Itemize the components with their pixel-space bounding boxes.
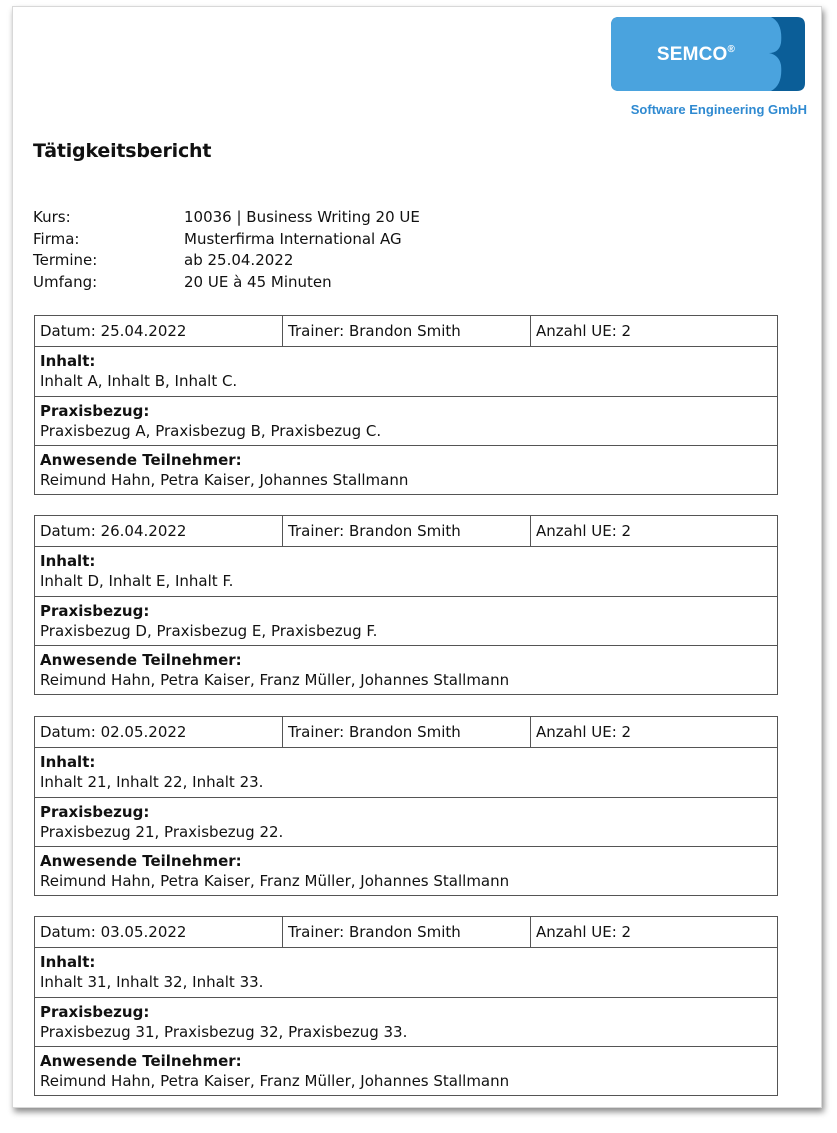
inhalt-section — [35, 347, 777, 396]
inhalt-label: Inhalt: — [40, 352, 96, 370]
session-trainer: Trainer: Brandon Smith — [283, 717, 531, 747]
inhalt-text: Inhalt 31, Inhalt 32, Inhalt 33. — [40, 973, 264, 991]
logo-tagline: Software Engineering GmbH — [630, 102, 807, 117]
teilnehmer-section — [35, 445, 777, 494]
session-trainer: Trainer: Brandon Smith — [283, 917, 531, 947]
session-header — [35, 917, 777, 948]
teilnehmer-text: Reimund Hahn, Petra Kaiser, Franz Müller, Johannes Stallmann — [40, 1072, 510, 1090]
teilnehmer-section — [35, 846, 777, 895]
session-trainer: Trainer: Brandon Smith — [283, 516, 531, 546]
session-entry — [34, 916, 778, 1096]
praxisbezug-text: Praxisbezug D, Praxisbezug E, Praxisbezug F. — [40, 622, 378, 640]
praxisbezug-section — [35, 997, 777, 1046]
logo-wordmark: SEMCO® — [656, 44, 736, 65]
meta-row-firma — [33, 229, 420, 251]
praxisbezug-label: Praxisbezug: — [40, 1003, 150, 1021]
session-trainer: Trainer: Brandon Smith — [283, 316, 531, 346]
course-meta — [33, 207, 420, 293]
praxisbezug-label: Praxisbezug: — [40, 803, 150, 821]
inhalt-section — [35, 547, 777, 596]
session-date: Datum: 25.04.2022 — [35, 316, 283, 346]
inhalt-section — [35, 748, 777, 797]
inhalt-text: Inhalt A, Inhalt B, Inhalt C. — [40, 372, 238, 390]
firma-value: Musterfirma International AG — [184, 229, 402, 248]
teilnehmer-text: Reimund Hahn, Petra Kaiser, Franz Müller, Johannes Stallmann — [40, 671, 510, 689]
meta-row-umfang — [33, 272, 420, 294]
teilnehmer-section — [35, 1046, 777, 1095]
inhalt-label: Inhalt: — [40, 753, 96, 771]
teilnehmer-label: Anwesende Teilnehmer: — [40, 852, 242, 870]
teilnehmer-label: Anwesende Teilnehmer: — [40, 451, 242, 469]
teilnehmer-text: Reimund Hahn, Petra Kaiser, Franz Müller, Johannes Stallmann — [40, 872, 510, 890]
session-entry — [34, 515, 778, 695]
praxisbezug-section — [35, 396, 777, 445]
session-ue-count: Anzahl UE: 2 — [536, 522, 632, 540]
praxisbezug-section — [35, 596, 777, 645]
session-entry — [34, 716, 778, 896]
teilnehmer-text: Reimund Hahn, Petra Kaiser, Johannes Stallmann — [40, 471, 409, 489]
inhalt-text: Inhalt 21, Inhalt 22, Inhalt 23. — [40, 773, 264, 791]
semco-logo — [611, 17, 811, 121]
umfang-value: 20 UE à 45 Minuten — [184, 272, 332, 291]
inhalt-section — [35, 948, 777, 997]
document-page — [12, 6, 822, 1108]
praxisbezug-label: Praxisbezug: — [40, 602, 150, 620]
kurs-value: 10036 | Business Writing 20 UE — [184, 208, 420, 226]
inhalt-label: Inhalt: — [40, 552, 96, 570]
praxisbezug-text: Praxisbezug 21, Praxisbezug 22. — [40, 823, 284, 841]
session-header — [35, 717, 777, 748]
session-entry — [34, 315, 778, 495]
meta-row-termine — [33, 250, 420, 272]
session-header — [35, 516, 777, 547]
inhalt-label: Inhalt: — [40, 953, 96, 971]
praxisbezug-label: Praxisbezug: — [40, 402, 150, 420]
umfang-label: Umfang: — [33, 272, 98, 291]
teilnehmer-label: Anwesende Teilnehmer: — [40, 1052, 242, 1070]
termine-label: Termine: — [33, 251, 98, 269]
session-ue-count: Anzahl UE: 2 — [536, 723, 632, 741]
session-date: Datum: 26.04.2022 — [35, 516, 283, 546]
session-date: Datum: 02.05.2022 — [35, 717, 283, 747]
firma-label: Firma: — [33, 229, 80, 248]
termine-value: ab 25.04.2022 — [184, 251, 294, 269]
kurs-label: Kurs: — [33, 208, 71, 226]
teilnehmer-section — [35, 645, 777, 694]
inhalt-text: Inhalt D, Inhalt E, Inhalt F. — [40, 572, 234, 590]
meta-row-kurs — [33, 207, 420, 229]
praxisbezug-text: Praxisbezug 31, Praxisbezug 32, Praxisbezug 33. — [40, 1023, 408, 1041]
session-date: Datum: 03.05.2022 — [35, 917, 283, 947]
session-header — [35, 316, 777, 347]
praxisbezug-text: Praxisbezug A, Praxisbezug B, Praxisbezug C. — [40, 422, 382, 440]
session-ue-count: Anzahl UE: 2 — [536, 923, 632, 941]
session-ue-count: Anzahl UE: 2 — [536, 322, 632, 340]
teilnehmer-label: Anwesende Teilnehmer: — [40, 651, 242, 669]
page-title: Tätigkeitsbericht — [33, 140, 212, 162]
praxisbezug-section — [35, 797, 777, 846]
